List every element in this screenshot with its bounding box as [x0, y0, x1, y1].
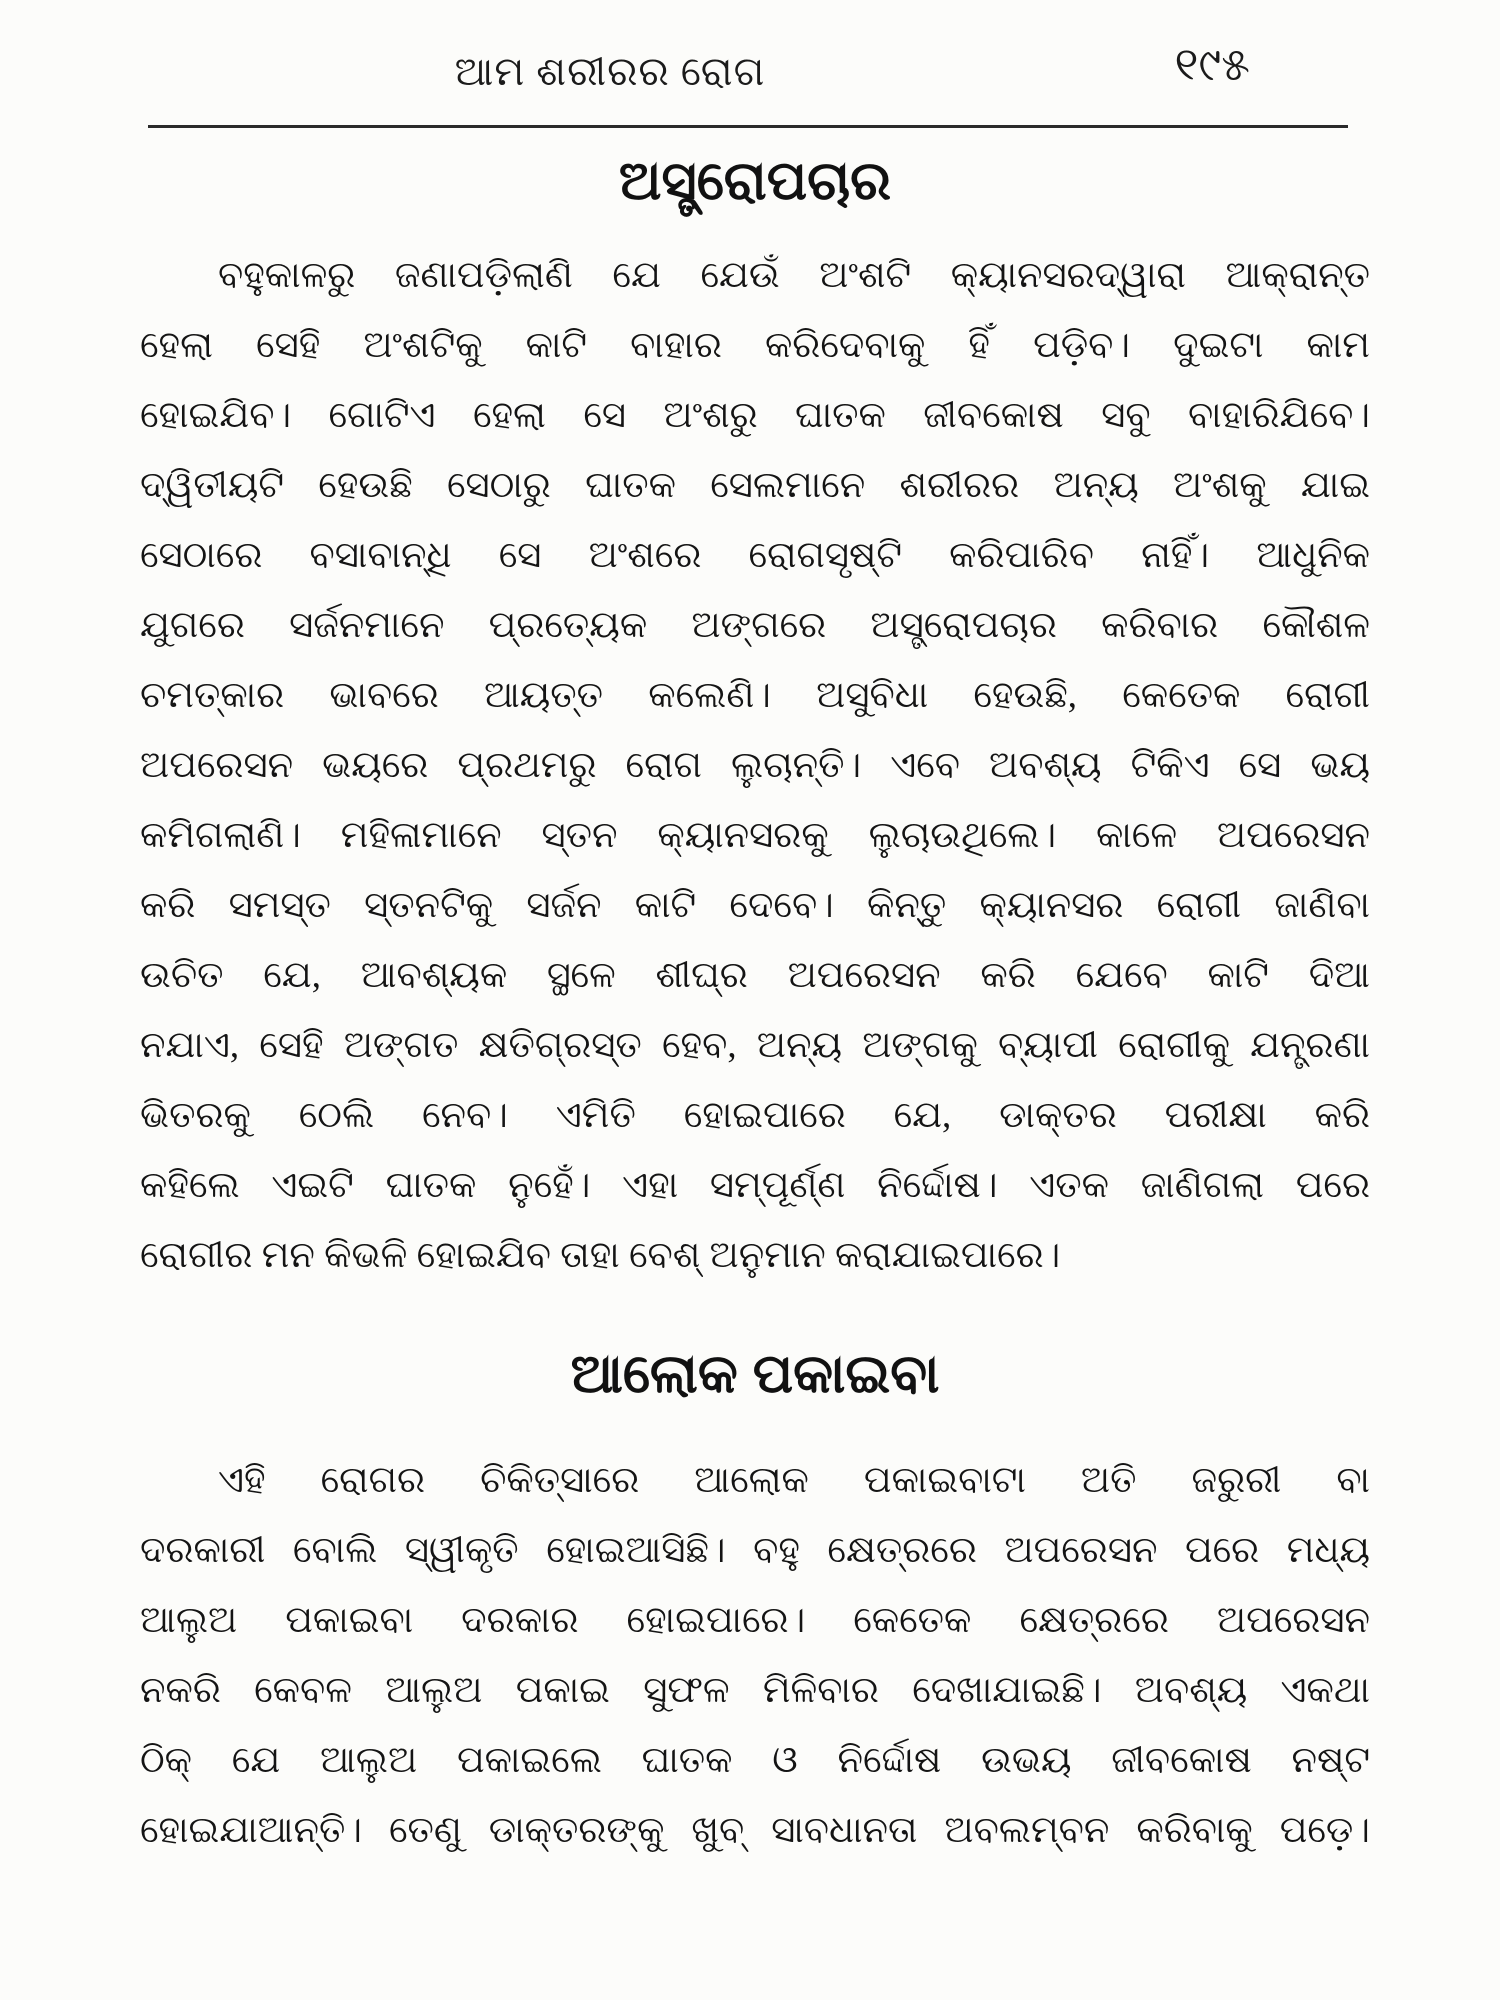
running-title: ଆମ ଶରୀରର ରୋଗ	[454, 49, 766, 94]
header-rule	[148, 125, 1348, 128]
paragraph-line: କହିଲେ ଏଇଟି ଘାତକ ନୁହେଁ। ଏହା ସମ୍ପୂର୍ଣ୍ଣ ନିର୍ଦ୍ଦୋଷ। ଏତକ ଜାଣିଗଲା ପରେ	[140, 1165, 1370, 1206]
paragraph-line: ଠିକ୍ ଯେ ଆଲୁଅ ପକାଇଲେ ଘାତକ ଓ ନିର୍ଦ୍ଦୋଷ ଉଭୟ ଜୀବକୋଷ ନଷ୍ଟ	[140, 1740, 1370, 1781]
page-number: ୧୯୫	[1174, 39, 1250, 90]
paragraph-line: ହୋଇଯାଆନ୍ତି। ତେଣୁ ଡାକ୍ତରଙ୍କୁ ଖୁବ୍ ସାବଧାନତା ଅବଲମ୍ବନ କରିବାକୁ ପଡ଼େ।	[140, 1810, 1370, 1851]
page-content	[140, 0, 1370, 1866]
paragraph-line: ଉଚିତ ଯେ, ଆବଶ୍ୟକ ସ୍ଥଳେ ଶୀଘ୍ର ଅପରେସନ କରି ଯେବେ କାଟି ଦିଆ	[140, 955, 1370, 996]
section-heading-surgery: ଅସ୍ତ୍ରୋପଚାର	[618, 151, 892, 211]
paragraph-line: ଅପରେସନ ଭୟରେ ପ୍ରଥମରୁ ରୋଗ ଲୁଚାନ୍ତି। ଏବେ ଅବଶ୍ୟ ଟିକିଏ ସେ ଭୟ	[140, 745, 1370, 786]
paragraph-line: ହେଲା ସେହି ଅଂଶଟିକୁ କାଟି ବାହାର କରିଦେବାକୁ ହିଁ ପଡ଼ିବ। ଦୁଇଟା କାମ	[140, 325, 1370, 366]
paragraph-line: କମିଗଲାଣି। ମହିଳାମାନେ ସ୍ତନ କ୍ୟାନସରକୁ ଲୁଚାଉଥିଲେ। କାଳେ ଅପରେସନ	[140, 815, 1370, 856]
section-heading-radiation: ଆଲୋକ ପକାଇବା	[570, 1344, 940, 1404]
paragraph-line: ରୋଗୀର ମନ କିଭଳି ହୋଇଯିବ ତାହା ବେଶ୍ ଅନୁମାନ କରାଯାଇପାରେ।	[140, 1235, 1061, 1276]
paragraph-surgery	[140, 241, 1370, 1291]
paragraph-line: ଚମତ୍କାର ଭାବରେ ଆୟତ୍ତ କଲେଣି। ଅସୁବିଧା ହେଉଛି, କେତେକ ରୋଗୀ	[140, 675, 1370, 716]
paragraph-line: ବହୁକାଳରୁ ଜଣାପଡ଼ିଲାଣି ଯେ ଯେଉଁ ଅଂଶଟି କ୍ୟାନସରଦ୍ୱାରା ଆକ୍ରାନ୍ତ	[218, 255, 1370, 296]
paragraph-line: ଯୁଗରେ ସର୍ଜନମାନେ ପ୍ରତ୍ୟେକ ଅଙ୍ଗରେ ଅସ୍ତ୍ରୋପଚାର କରିବାର କୌଶଳ	[140, 605, 1370, 646]
paragraph-line: ହୋଇଯିବ। ଗୋଟିଏ ହେଲା ସେ ଅଂଶରୁ ଘାତକ ଜୀବକୋଷ ସବୁ ବାହାରିଯିବେ।	[140, 395, 1370, 436]
paragraph-radiation	[140, 1446, 1370, 1866]
paragraph-line: ନଯାଏ, ସେହି ଅଙ୍ଗତ କ୍ଷତିଗ୍ରସ୍ତ ହେବ, ଅନ୍ୟ ଅଙ୍ଗକୁ ବ୍ୟାପୀ ରୋଗୀକୁ ଯନ୍ତ୍ରଣା	[140, 1025, 1370, 1066]
paragraph-line: କରି ସମସ୍ତ ସ୍ତନଟିକୁ ସର୍ଜନ କାଟି ଦେବେ। କିନ୍ତୁ କ୍ୟାନସର ରୋଗୀ ଜାଣିବା	[140, 885, 1370, 926]
paragraph-line: ଆଲୁଅ ପକାଇବା ଦରକାର ହୋଇପାରେ। କେତେକ କ୍ଷେତ୍ରରେ ଅପରେସନ	[140, 1600, 1370, 1641]
paragraph-line: ଦ୍ୱିତୀୟଟି ହେଉଛି ସେଠାରୁ ଘାତକ ସେଲମାନେ ଶରୀରର ଅନ୍ୟ ଅଂଶକୁ ଯାଇ	[140, 465, 1370, 506]
paragraph-line: ଦରକାରୀ ବୋଲି ସ୍ୱୀକୃତି ହୋଇଆସିଛି। ବହୁ କ୍ଷେତ୍ରରେ ଅପରେସନ ପରେ ମଧ୍ୟ	[140, 1530, 1370, 1571]
paragraph-line: ଭିତରକୁ ଠେଲି ନେବ। ଏମିତି ହୋଇପାରେ ଯେ, ଡାକ୍ତର ପରୀକ୍ଷା କରି	[140, 1095, 1370, 1136]
running-header	[140, 0, 1370, 128]
paragraph-line: ଏହି ରୋଗର ଚିକିତ୍ସାରେ ଆଲୋକ ପକାଇବାଟା ଅତି ଜରୁରୀ ବା	[218, 1460, 1370, 1501]
paragraph-line: ସେଠାରେ ବସାବାନ୍ଧି ସେ ଅଂଶରେ ରୋଗସୃଷ୍ଟି କରିପାରିବ ନାହିଁ। ଆଧୁନିକ	[140, 535, 1370, 576]
paragraph-line: ନକରି କେବଳ ଆଲୁଅ ପକାଇ ସୁଫଳ ମିଳିବାର ଦେଖାଯାଇଛି। ଅବଶ୍ୟ ଏକଥା	[140, 1670, 1370, 1711]
